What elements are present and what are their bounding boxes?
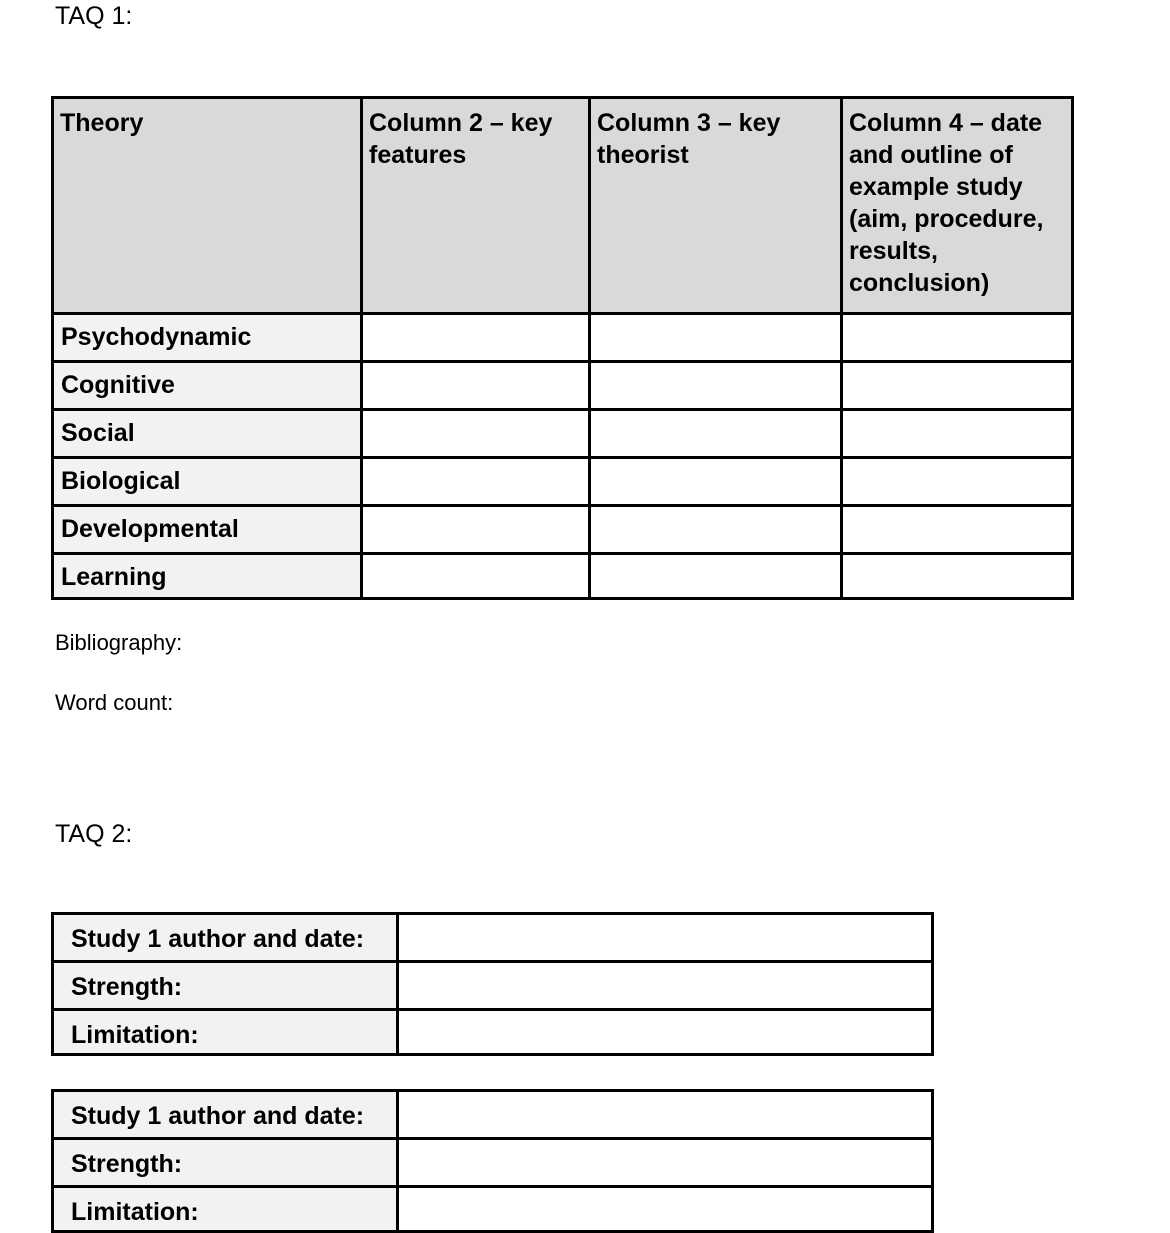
taq2-heading: TAQ 2: [55, 820, 133, 848]
strength-label: Strength: [53, 962, 398, 1010]
row-label-psychodynamic: Psychodynamic [53, 314, 362, 362]
example-study-cell[interactable] [842, 554, 1073, 599]
taq1-table [51, 96, 1074, 600]
header-key-features: Column 2 – key features [362, 98, 590, 314]
strength-label: Strength: [53, 1139, 398, 1187]
study-author-date-label: Study 1 author and date: [53, 1091, 398, 1139]
example-study-cell[interactable] [842, 458, 1073, 506]
strength-cell[interactable] [398, 962, 933, 1010]
example-study-cell[interactable] [842, 506, 1073, 554]
header-key-theorist: Column 3 – key theorist [590, 98, 842, 314]
example-study-cell[interactable] [842, 362, 1073, 410]
key-features-cell[interactable] [362, 314, 590, 362]
key-theorist-cell[interactable] [590, 314, 842, 362]
table-row [53, 314, 1073, 362]
limitation-cell[interactable] [398, 1187, 933, 1232]
key-theorist-cell[interactable] [590, 362, 842, 410]
row-label-developmental: Developmental [53, 506, 362, 554]
key-theorist-cell[interactable] [590, 458, 842, 506]
taq1-header-row [53, 98, 1073, 314]
row-label-learning: Learning [53, 554, 362, 599]
table-row [53, 914, 933, 962]
header-theory: Theory [53, 98, 362, 314]
example-study-cell[interactable] [842, 410, 1073, 458]
row-label-social: Social [53, 410, 362, 458]
header-example-study: Column 4 – date and outline of example study (aim, procedure, results, conclusion) [842, 98, 1073, 314]
table-row [53, 962, 933, 1010]
table-row [53, 1010, 933, 1055]
key-features-cell[interactable] [362, 410, 590, 458]
strength-cell[interactable] [398, 1139, 933, 1187]
study-author-date-cell[interactable] [398, 1091, 933, 1139]
key-features-cell[interactable] [362, 458, 590, 506]
taq1-heading: TAQ 1: [55, 2, 133, 30]
table-row [53, 1091, 933, 1139]
table-row [53, 1187, 933, 1232]
study-author-date-label: Study 1 author and date: [53, 914, 398, 962]
table-row [53, 554, 1073, 599]
key-features-cell[interactable] [362, 554, 590, 599]
table-row [53, 506, 1073, 554]
taq2-study-table-1 [51, 912, 934, 1056]
key-features-cell[interactable] [362, 362, 590, 410]
study-author-date-cell[interactable] [398, 914, 933, 962]
key-theorist-cell[interactable] [590, 506, 842, 554]
bibliography-label: Bibliography: [55, 630, 183, 655]
limitation-cell[interactable] [398, 1010, 933, 1055]
limitation-label: Limitation: [53, 1187, 398, 1232]
limitation-label: Limitation: [53, 1010, 398, 1055]
example-study-cell[interactable] [842, 314, 1073, 362]
row-label-biological: Biological [53, 458, 362, 506]
table-row [53, 1139, 933, 1187]
word-count-label: Word count: [55, 690, 174, 715]
key-features-cell[interactable] [362, 506, 590, 554]
key-theorist-cell[interactable] [590, 554, 842, 599]
table-row [53, 410, 1073, 458]
table-row [53, 362, 1073, 410]
row-label-cognitive: Cognitive [53, 362, 362, 410]
taq2-study-table-2 [51, 1089, 934, 1233]
table-row [53, 458, 1073, 506]
key-theorist-cell[interactable] [590, 410, 842, 458]
